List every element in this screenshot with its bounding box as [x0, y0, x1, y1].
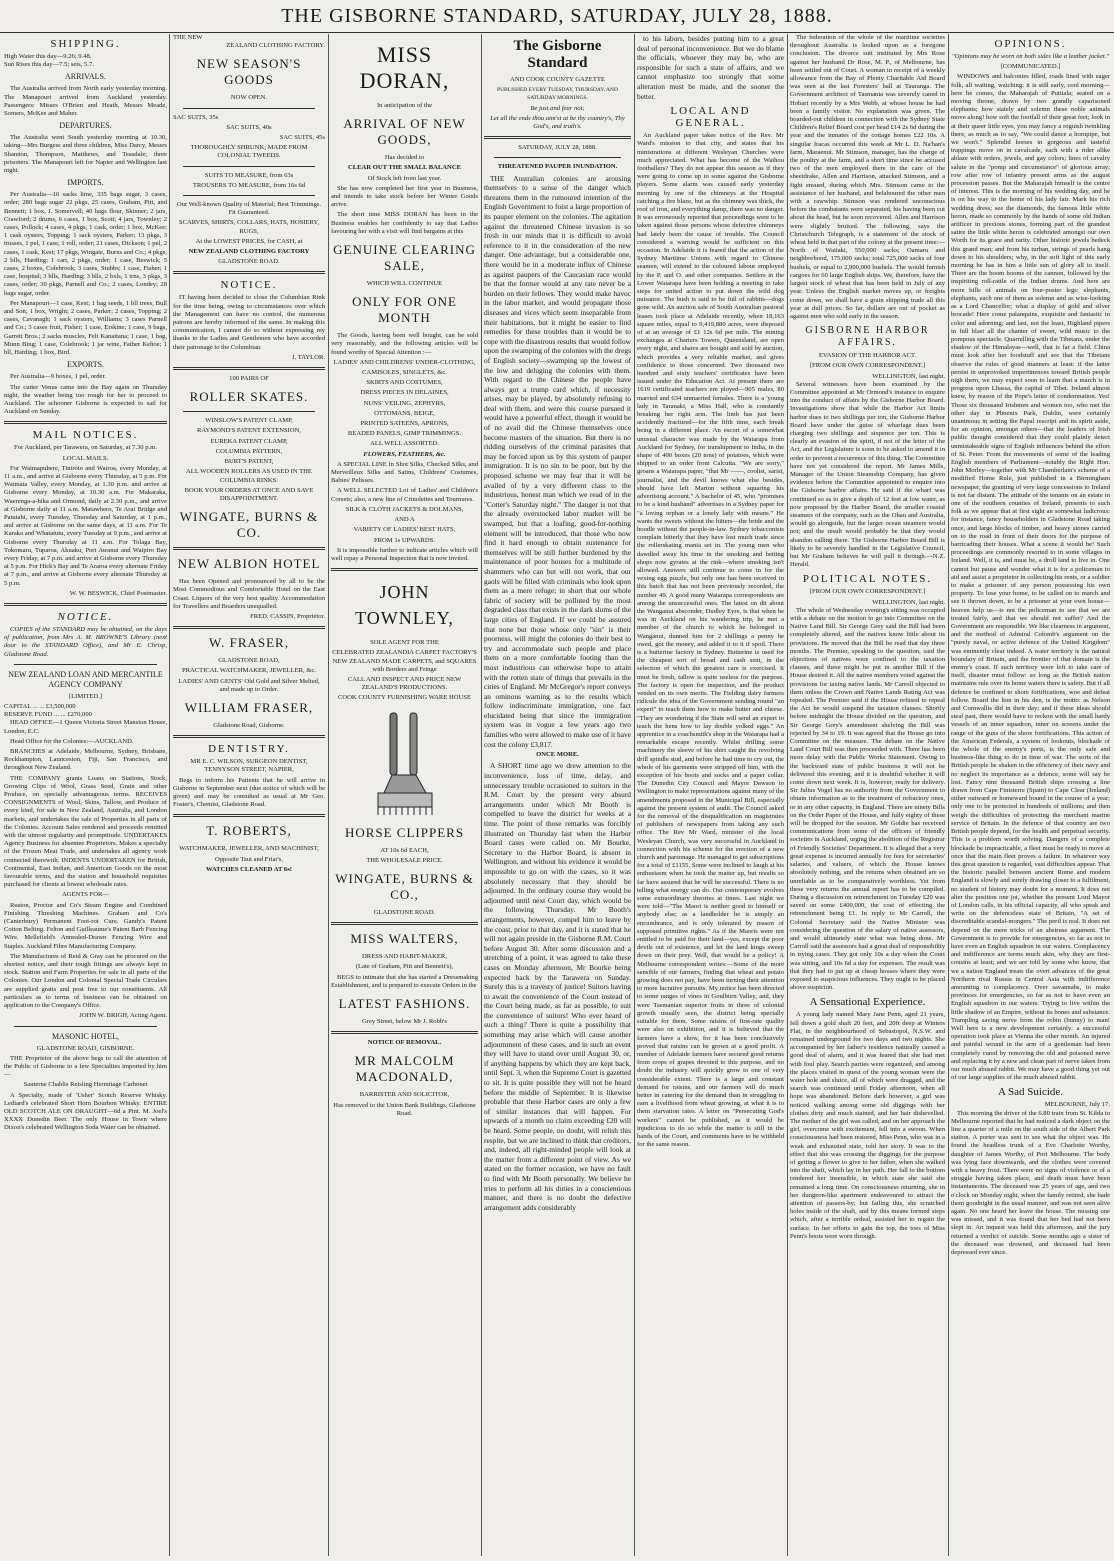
column-rule	[634, 34, 635, 1556]
mail-text: For Waimapuhere, Tiniroto and Wairoa, every Monday, at 11 a.m., and arrive at Gisborne every Thursday, at 5 p.m. For Waimata Valley, every Monday, at 1.30 p.m. and arrive at Gisborne every Monday, at 10.30 a.m. For Makaraka, Waerenga-a-hika and Ormond, daily at 2.30 p.m., and arrive at Gisborne daily at 11 a.m. Matawhero, Te Arai Bridge and Patutahi, every Tuesday, Thursday and Saturday, at 1 p.m., and arrive at Gisborne on the same days, at 11 a.m. For Te Karaka and Whatatutu, every Tuesday at 9 p.m., and arrive at Gisborne every Thursday at 11 a.m. For Tolaga Bay, Tokomaru, Tuparoa, Akuaku, Port Awanui and Waipiro Bay every Friday, at 7 p.m. and arrive at Gisborne every Thursday at 5 p.m. For Hick's Bay and Te Araroa every alternate Friday at 7 p.m., and arrive at Gisborne every alternate Thursday at 5 p.m.	[4, 464, 167, 587]
agents-text: Ruston, Proctor and Co's Steam Engine and Combined Finishing Threshing Machines. Graham and Co's (Canterbury) Permanent Foot-rot Cure. Gandy's Patent Cotton Belting. Felton and Guilleaume's Patent Barb Fencing Wire. Mellefield's Annealed-Drawn Fencing Wire and Staples. Auckland Fibre Manufacturing Company.	[4, 901, 167, 950]
clamp-4: COLUMBIA PATTERN,	[215, 447, 283, 455]
factory-address: GLADSTONE ROAD.	[218, 258, 280, 266]
suits-to-measure: SUITS TO MEASURE, from 63s	[204, 171, 294, 179]
roberts-trade: WATCHMAKER, JEWELLER, AND MACHINIST,	[179, 845, 319, 853]
horse-clipper-illustration	[370, 709, 440, 819]
masonic-text: THE Proprietor of the above begs to call the attention of the Public of Gisborne to a few Specialties imported by him—	[4, 1054, 167, 1079]
colonies-office: Head Office for the Colonies:—AUCKLAND.	[10, 737, 134, 745]
silk-jackets: SILK & CLOTH JACKETS & DOLMANS,	[345, 505, 464, 513]
call-inspect: CALL AND INSPECT AND PRICE NEW ZEALAND'S PRODUCTIONS.	[347, 675, 462, 692]
column-local	[637, 34, 784, 1556]
nuns-veiling: NUNS' VEILING, ZEPHYRS,	[363, 399, 446, 407]
trousers-to-measure: TROUSERS TO MEASURE, from 16s 6d	[192, 181, 306, 189]
dentistry-heading: DENTISTRY.	[208, 743, 290, 756]
clamp-1: WINSLOW'S PATENT CLAMP,	[205, 417, 293, 425]
which-will-continue: WHICH WILL CONTINUE	[366, 280, 443, 288]
variety-hats: VARIETY OF LADIES' BEST HATS,	[353, 526, 456, 534]
loan-limited: [LIMITED.]	[68, 692, 103, 700]
issue-date: SATURDAY, JULY 28, 1888.	[518, 144, 597, 152]
column-ads-1	[173, 34, 325, 1556]
horse-clippers: HORSE CLIPPERS	[344, 824, 465, 840]
wilson-text: Begs to inform his Patients that he will arrive in Gisborne in September next (due notice of which will be given) and may be consulted as usual at Mr Geo. Foster's, Chemist, Gladstone Road.	[173, 776, 325, 809]
sunrise-line: Sun Rises this day—7.5; sets, 5.7.	[4, 61, 94, 69]
company-text: THE COMPANY grants Loans on Stations, Stock, Growing Clips of Wool, Grass Seed, Grain and other Produce, on specially advantageous terms. RECEIVES CONSIGNMENTS of Wool, Skins, Tallow, and Produce of every kind, for sale in New Zealand, Australia, and London markets, and undertakes the sale of Properties in all parts of the Colonies. Account Sales rendered and proceeds remitted with the utmost regularity and promptitude. UNDERTAKES Agency Business for absentee Proprietors. Makes a specialty of the Frozen Meat Trade, and undertakes all agency work connected therewith. INDENTS UNDERTAKEN for British, Continental, East Indian, and American Goods on the most favourable terms, and the station and household requisites purchased for clients at lowest wholesale rates.	[4, 774, 167, 889]
sac-suit-40: SAC SUITS, 40s	[226, 123, 272, 131]
exports-text: Per Australia—9 boxes, 1 pel, order.	[10, 373, 106, 381]
harbor-heading: GISBORNE HARBOR AFFAIRS.	[805, 325, 930, 349]
fraser-trade: PRACTICAL WATCHMAKER, JEWELLER, &c.	[181, 667, 317, 675]
harbor-sub: EVASION OF THE HARBOR ACT.	[818, 352, 917, 360]
clamp-2: RAYMOND'S PATENT EXTENSION,	[196, 427, 302, 435]
published-note: PUBLISHED EVERY TUESDAY, THURSDAY, AND SATURDAY MORNINGS.	[497, 87, 618, 102]
carpet-text: CELEBRATED ZEALANDIA CARPET FACTORY'S NEW ZEALAND MADE CARPETS, and SQUARES with Borders and Fringe	[332, 649, 477, 673]
dress-pieces: DRESS PIECES IN DELAINES,	[360, 389, 449, 397]
walters-address: Grey Street, below Mr J. Robb's	[362, 1017, 447, 1025]
and-a: AND A	[394, 516, 415, 524]
barrister: BARRISTER AND SOLICITOR,	[359, 1091, 450, 1099]
political-correspondent: [FROM OUR OWN CORRESPONDENT.]	[809, 588, 926, 596]
selected-lot: A WELL SELECTED Lot of Ladies' and Children's Corsets; also, a new line of Crinolettes and Tournures.	[331, 487, 478, 503]
political-heading: POLITICAL NOTES.	[802, 573, 933, 586]
harbor-dateline: WELLINGTON, last night.	[872, 372, 945, 380]
cook-county-warehouse: COOK COUNTY FURNISHING WARE HOUSE	[338, 694, 471, 702]
divider	[4, 603, 167, 606]
shipping-heading: SHIPPING.	[50, 38, 121, 50]
column-rule	[948, 34, 949, 1556]
genuine-clearing-sale: GENUINE CLEARING SALE,	[333, 242, 476, 274]
malcolm-macdonald: MR MALCOLM MACDONALD,	[354, 1053, 455, 1085]
paper-title: The Gisborne Standard	[513, 38, 602, 71]
notice-heading: NOTICE.	[220, 279, 278, 292]
suicide-dateline: MELBOURNE, July 17.	[1044, 1101, 1110, 1109]
accessories-list: SCARVES, SHIRTS, COLLARS, HATS, HOSIERY, RUGS,	[178, 219, 320, 235]
albion-signature: FRED. CASSIN, Proprietor.	[250, 612, 325, 620]
imports-heading: IMPORTS.	[67, 178, 104, 188]
column-editorial	[484, 34, 631, 1556]
wholesale-price: THE WHOLESALE PRICE.	[366, 856, 443, 864]
new-season-goods: NEW SEASON'S GOODS	[196, 56, 302, 88]
exports-heading: EXPORTS.	[66, 360, 105, 370]
divider	[173, 814, 325, 817]
masonic-sub: GLADSTONE ROAD, GISBORNE.	[36, 1044, 135, 1052]
sac-suit-35: SAC SUITS, 35s	[173, 113, 219, 121]
column-rule	[169, 34, 170, 1556]
manufactures-text: The Manufactures of Reid & Gray can be procured on the shortest notice, and their tough fittings are always kept in stock. Station and Farm Properties for sale in all parts of the Colonies. Our London and Colonial Special Trade Circulars are supplied gratis and post free to our constituents. All particulars as to terms of business can be obtained on application to the Company's Office.	[4, 952, 167, 1010]
column-news	[790, 34, 945, 1556]
completed-year: She has now completed her first year in Business, and intends to take stock before her Winter Goods arrive.	[331, 184, 478, 209]
communicated: [COMMUNICATED.]	[1000, 63, 1061, 71]
printed-sateens: PRINTED SATEENS, APRONS,	[360, 420, 449, 428]
divider	[173, 271, 325, 274]
divider	[173, 367, 325, 370]
william-fraser-address: Gladstone Road, Gisborne.	[213, 721, 285, 729]
arrivals-text: The Australia arrived from North early yesterday morning. The Manapouri arrived from Auckland yesterday. Passengers: Misses O'Brien and Heath, Messrs Meade, Somers, McKee and Maher.	[4, 85, 167, 118]
beaded-panels: BEADED PANELS, GIMP TRIMMINGS.	[347, 430, 462, 438]
opinions-heading: OPINIONS.	[994, 38, 1067, 50]
book-orders: BOOK YOUR ORDERS AT ONCE AND SAVE DISAPPOINTMENT.	[184, 486, 314, 502]
stock-left: Of Stock left from last year.	[367, 174, 442, 182]
special-line: A SPECIAL LINE in Shot Silks, Checked Silks, and Merveilleux Silks and Satins, Childrens' Costumes, Babies' Pelisses.	[331, 460, 478, 485]
divider	[173, 626, 325, 629]
notice-heading: NOTICE.	[57, 610, 114, 623]
rink-notice-text: IT having been decided to close the Columbian Rink for the time being, owing to circumstances over which the Management can have no control, the numerous patrons are hereby informed of the same. In making this communication, I cannot do so without expressing my thanks to the Ladies and Gentlemen who have accorded their patronage to the Columbian.	[173, 294, 325, 351]
departures-heading: DEPARTURES.	[59, 121, 112, 131]
suicide-heading: A Sad Suicide.	[997, 1086, 1064, 1099]
now-open: NOW OPEN.	[230, 94, 268, 102]
anticipation: In anticipation of the	[376, 102, 433, 109]
editorial-continued: to his labors, besides putting him to a great deal of personal inconvenience. But we do blame the officials, whoever they may be, who are responsible for such a state of affairs, and we cannot emphasize too strongly that some alteration must be made, and the sooner the better.	[637, 34, 784, 101]
all-assorted: ALL WELL ASSORTED.	[370, 440, 439, 448]
paper-subtitle: AND COOK COUNTY GAZETTE	[510, 76, 605, 83]
flowers-feathers: FLOWERS, FEATHERS, &c.	[363, 450, 446, 458]
lowest-prices: At the LOWEST PRICES, for CASH, at	[195, 237, 303, 245]
wilson-name: MR E. C. WILSON, SURGEON DENTIST, TENNYSON STREET, NAPIER,	[190, 758, 308, 774]
divider	[494, 157, 621, 158]
clamp-5: BURT'S PATENT,	[224, 458, 274, 466]
sole-agent: SOLE AGENT FOR THE	[370, 639, 439, 647]
watches-cleaned: WATCHES CLEANED AT 6s!	[206, 865, 292, 873]
divider	[331, 568, 478, 571]
gold-silver-melted: LADIES' AND GENTS' Old Gold and Silver Melted, and made up to Order.	[178, 677, 320, 693]
fraser-address: GLADSTONE ROAD,	[218, 657, 280, 665]
agent-signature: JOHN W. BRIGH, Acting Agent.	[79, 1012, 167, 1020]
quality-note: Our Well-known Quality of Material; Best Trimmings. Fit Guaranteed.	[176, 201, 322, 217]
divider	[14, 1026, 157, 1027]
clear-out-balance: CLEAR OUT THE SMALL BALANCE	[348, 164, 461, 172]
column-rule	[481, 34, 482, 1556]
notice-text: COPIES of the STANDARD may be obtained, on the days of publication, from Mrs A. M. BROWNE'S Library (next door to the STANDARD Office), and Mr E. Chrisp, Gladstone Road.	[4, 625, 167, 658]
specialty-text: A Specialty, made of 'Usher' Scotch Reserve Whisky. Lediard's celebrated Short Horn Bourbon Whisky. ENTIRE OLD SCOTCH ALE ON DRAUGHT—6d a Pint. M. Joel's XXXX Dunedin Beer. The only House in Town where Dixon's celebrated Wellington Soda Water can be obtained.	[4, 1091, 167, 1132]
capital-line: CAPITAL ... ... £3,500,000	[4, 702, 76, 710]
factory-name: NEW ZEALAND CLOTHING FACTORY	[188, 248, 310, 256]
mail-signature: W. W. BESWICK, Chief Postmaster.	[69, 589, 167, 597]
mail-local: LOCAL MAILS.	[62, 454, 109, 462]
cutter-text: The cutter Venus came into the Bay again on Thursday night, the weather being too rough for her to proceed to Auckland. The schooner Gisborne is expected to sail for Auckland on Sunday.	[4, 383, 167, 416]
departures-text: The Australia went South yesterday morning at 10.30, taking—Mrs Burgess and three children, Miss Darcy, Messrs Shannon, Thompson, Matthews, and Teasdale; three prisoners. The Manapouri left for Napier and Wellington last night.	[4, 134, 167, 175]
column-shipping	[4, 34, 167, 1556]
editorial-title: THREATENED PAUPER INUNDATION.	[497, 163, 618, 171]
arrivals-heading: ARRIVALS.	[65, 72, 106, 82]
opinions-text: WINDOWS and balconies filled, roads lined with eager folk, all waiting, watching: it is still early, cool morning—here he comes, the Maharajah of Puttiala; seated on a moving throne, drawn by two grandly caparisoned elephants; how stately and solemn these noble animals move along! how soft the footfall of their great feet; look in at their queer little eyes, you may fancy a roguish twinkling there, as much as to say, "We could dance a hornpipe, but we won't." Splendid horses in gorgeous and tasteful trappings move on in cavalcade, each with a rider alike ablaze with orders, jewels, and gay colors; lines of cavalry salute in the "pomp and circumstance" of glorious array; row after row of infantry present arms as the august procession passes. But the Maharajah himself is the centre of interest. This is the morning of his wedding day, and he is on his way to the home of his lady fair. Mark his rich wedding dress; see the diamonds, the famous little white heron, made so commonly by the hands of some old Indian artificer in precious stones, forming part of the grandest satire the little white heron is celebrated amongst our own Worth for its grace and rarity. Other historic jewels bedeck this grand man; and from his turban, strings of pearls hang down to his shoulders; why, in the soft light of this early morning he has in him a little sun of glory all to itself. There are the boom booms of the cannon, followed by the inspiriting roll-rattle of the Indian drums. And here are more bills of animals on four-poster legs: elephants, elephants, each one of them as solemn and as wise-looking as a Lord Chancellor; what a display of gold and silver brocade! Here come palanquins, exquisite and fantastic in color and adorning; and last, not the least, Highland pipers in full blast all the chanter of sweet, wild music to the pompous spectacle. Quarrelling with the Tibetans, under the shadow of the Himalayas—well, that is far a field. China must look after her foodstuff and see that the Tibetans observe the rules of good manners at least: if the latter persist in unprovoked impertinences toward British people nigh them, we may expect soon to learn that a march is in progress upon Lhassa, the capital of Tibet. Ireland almost knew, by reason of the Pope's letter of condemnation. Yes! Those six thousand Irishmen and women too, who met the other day in Phoenix Park, Dublin, were certainly unanimous in setting the Papal rescript and its spirit aside, for an opinion, amongst others—that the leaders of Irish public thought considered that they could plainly detect unmistakeable signs of English influences behind the effort of St. Peter. From the movements of some of the leading English members of Parliament—notably the Right Hon. John Morley—together with Mr Chamberlain's scheme of a modified Home Rule, just published in a Birmingham newspaper, the granting of very large concessions to Ireland is not far distant. The attitude of the tenants on an estate in one of the southern counties of Ireland, presents to such folk as we appear that at first sight an somewhat ludicrous: for instance, fancy householders in Gladstone Road taking once, and large blocks of timber, and heavy stones carried on to the road in front of their doors for the purpose of barricading their houses. What a scene it would be! Such proceedings are commonly resorted to in some villages in Ireland. Well, it is, and must be, a droll land to live in. One cannot but pause and wonder what it is for a policeman to aid and assist a proprietor in collecting his rents, or a soldier to make a prisoner of any person possessing his own property. To lose your home, to be called on to march and see it thrown down, to be a prisoner at your own house—heaven help us—is not the policeman to see that we are treated fairly, and that we should not suffer? And the Government are responsible. We like clearness in argument, and the method of Admiral Colomb's argument on the "purely naval, or active defence of the United Kingdom" was eminently clear indeed. A water territory is the natural boundary of Britain, and the frontier of that domain is the enemy's coast. If such territory were left to take care of itself, disaster must follow: so long as the British nation maintains rule over its home waters there is safety. But if all defence be confined to shore fortifications, woe and defeat follow. Board the lion in his den, is the motto: as Nelson and Cornwallis did in their day; and if these ideas should steal past, there would have to reckon with the small hardy vessels of an inner squadron, inner on screens under the range of the guns of the shore fortifications. This action of the American Federals, a system of lookouts, blockade of the whole of the enemy's ports, is the only safe and business-like thing to do in time of war. The sorts of the British people be shaken in the efficiency of their navy and no neglect its importance as a defence, some will say be lost. Fancy nine thousand British ships crossing a line drawn from Cape Finisterre (Spain) to Cape Clear (Ireland) either outward or homeward bound in the course of a year; only one to be protected in hundreds of millions; and then weigh the difficulties of protecting the merchant marine service of Britain. In the defence of that country are two British people depend, for the health and perpetual security. This is a problem worth solving. Dangers of a complete blockade be impracticable, a fleet must be ready to move at once that the main fleet proves a failure. In whatever way this great question is regarded, vast difficulties appear. That the historic parallel between ancient Rome and modern England is slowly and surely drawing closer to a fulfilment, no student of history may doubt for a moment. It does not alter the position one jot, whether the present Lord Mayor of London calls, in his official capacity, all who speak and write on the defenceless state of Britain, "A set of discreditable scandal-mongers." The peril is real. It does not depend on the mere tricks of an abstruse argument. The Government is to provide for emergencies, so far as not to have even an English squadron in our waters. Complacency and indifference are terms much akin, why they are first-cousins at least; and we are told by some who know, that we a nation England treats the overt advances of the great Northern rival Russia in Central Asia with indifference amounting to complacency. Over savannahs, to make provinces for emergencies, so far as not to have even an English squadron in our waters. Trying to live within the little shadow of an Empire, without its bones and substance. Trampling saving nerve from the robin (bunny) to man! Well here is a new development certainly: a successful operation took place at Vienna the other month. An injured and painful wound in the arm of a gentleman had been completely cured by removing the old and poisoned nerve and replacing it by a new and clean part of nerve taken from our much abused rabbit. We may have a good thing yet out of our large supplies of the much abused rabbit.	[951, 73, 1110, 1082]
local-general-text: An Auckland paper takes notice of the Rev. Mr Ward's mission to that city, and states that his ministrations at different Wesleyan Churches were much appreciated. What has become of the Waihou footballers? They do not appear this season as if they were going to come up to some against the Gisborne players. Some alarm was caused early yesterday morning by one of the chimneys at the Hospital catching a fire blaze, but as the chimney was thick, the roof of iron, and everything damp, there was no danger. It was erroneously reported that proceedings were to be taken against those persons whose defective chimneys had lately been the cause of trouble. The Council considered a warning would be sufficient on this occasion. In Adelaide it is feared that the action of the Sydney Maritime Unions with regard to Chinese seamen, will extend to the coloured labour employed by the P. and O. and other companies. Settlers in the Lower Waiarapa have been holding a meeting to take steps for united action to put down the wild dog nuisance. The bush is said to be full of rabbits—dogs gone wild. An auction sale of South Australian pastoral leases took place at Adelaide recently, when 18,163 square miles, equal to 9,419,880 acres, were disposed of at an average of £1 12s 6d per mile. The mining exchanges at Charters Towers, Queensland, are open every night, and shares are bought and sold by auction, which provides a very reliable market, and gives confidence to those concerned. Two thousand two hundred and sixty teachers' certificates have been issued under the Education Act. At present there are 1619 certificated teachers em ployed—905 males, 80 married and 634 unmarried females. There is a 'young lady in Taranaki, a Miss Hall, who is constantly breaking her right arm. The limb has just been accidently fractured—for the fifth time, each break being in a different place. An escort of a somewhat unusual character was made by the Waiarapa from Auckland for Sydney, for transhipment to India, in the shape of 400 boxes (20 tons) of potatoes, which were shipped to an order from Calcutta. "We are sorry," groans a Waiarapa paper, "that Mr ——, coolist, sarist, journalist, and the devil knows what else besides, should have left Marton without squaring his advertising account." A bachelor of 45, who "promises to be a kind husband" advertises in a Sydney paper for "a loving orphan or a lonely lady with means." He wants the sweets without the bitters—the bride and the hoodle without the people-in-law. Sydney tobacconists complain bitterly that they have lost much trade since the rollerskating mania set in. The young men who dawdled away his time in the smoking and betting shops now gyrates at the rink—where smoking isn't allowed. Answers still continue to come in for the vexing egg puzzle, but only one has been received in this batch that has not been previously recorded, the number 49. A good many Waiarapa correspondents are among the unsuccessful ones. The latest on dit about the Wanganui absconder, Dudley Eyre, is that when he was in Auckland on his wandering trip, he met a member of the church to which he belonged in Wanganui, dunned him for 2 shillings a penny he owed, got the money, and added it to it if spoil. There is a butterine factory in Sydney. Butterine is used for the cheapest sort of bread and cash sent, in the selection of which the greatest care is exercised. It must be fresh, tallow is quite useless for the purpose. The factory is open for inspection, and the product vended on its own merits. The Fielding dairy farmers ridicule the idea of the Government sending round "an expert" to teach them how to make butter and cheese. "They are wondering if the State will send an expert to teach the hens how to lay double yolked eggs." An apprentice in a coachsmith's shop in the Waiarapa had a remarkable escape recently. Whilst drilling some machinery the sleeve of his shirt caught the revolving drill spindle stud, and before he had time to cry out, the whole of his garments were stripped off him, with the exception of his boots and socks and a paper collar. The Dunedin City Council and Mayor Dawson to Wellington to make representations against many of the amendments proposed in the Municipal Bill, especially against the present system of audit. The Council asked for the removal of the disqualification on magistrates of publishers of newspapers from taking any such office. The Rev Mr Ward, minister of the local Wesleyan Church, was very successful in Auckland in connection with his scheme for the erection of a new church and parsonage. He managed to get subscriptions for a total of £1155. Some were inclined to laugh at his enthusiasm when he took the matter up, but results so far have assured that he will be successful. There is no telling what energy can do. Our contemporary evolves some extraordinary theories at times. Last night we were told—"The Maori is neither good to himself or anybody else; as a landholder he is simply an encumbrance, and is only tolerated by reason of supposed primitive rights." As if the Maoris were not entitled to be paid for their land—yes, except the poor devils out of existence, and let the land kings sweep down on their prey. Well, that would be a policy! A Melbourne correspondent writes:—Some of the more sensible of our farmers, finding that wheat and potato growing does not pay, have been turning their attention to more lucrative pursuits. My notice has been directed to some ranges of vines in Goulburn Valley, and, they were Tasmanian superior fruits in three of colonial growth usually seen, the district being specially suitable for them. Some raisins of first-rate quality were also on exhibition, and it is believed that the farmers have a show, for it has been conclusively proved that raisins can be grown at a good profit. A number of Adelaide farmers have secured good returns from crops of grapes devoted to this purpose, and no doubt the industry will quickly grow to one of very considerable extent. There is a large and constant demand for raisins, and our farmers will do much better in catering for the demand than in struggling to earn a livelihood from wheat growing, at what it is to them starvation rates. A letter on "Persecuting God's workers" cannot be published, as it would be injudicious to do so while the matter is still in the hands of the Court, and comments have to be withheld for the same reason.	[637, 132, 784, 1149]
roberts-name: T. ROBERTS,	[206, 823, 292, 839]
albion-text: Has been Opened and pronounced by all to be the Most Commodious and Comfortable Hotel on the East Coast. Liquors of the very best quality. Accommodation for Travellers and Boarders unequalled.	[173, 578, 325, 610]
harbor-correspondent: [FROM OUR OWN CORRESPONDENT.]	[809, 362, 926, 370]
divider	[484, 136, 631, 139]
divider	[4, 421, 167, 424]
column-ads-2	[331, 34, 478, 1556]
divider	[14, 664, 157, 665]
divider	[173, 547, 325, 550]
divider	[331, 922, 478, 925]
rink-notice-signature: J. TAYLOR.	[292, 353, 325, 361]
divider	[183, 108, 315, 109]
sac-suit-45: SAC SUITS, 45s	[279, 134, 325, 142]
roller-skates: ROLLER SKATES.	[189, 389, 309, 405]
removed-to: Has removed to the Union Bank Buildings, Gladstone Road.	[333, 1101, 476, 1117]
arrival-new-goods: ARRIVAL OF NEW GOODS,	[343, 116, 466, 148]
pairs-of: 100 PAIRS OF	[229, 375, 269, 383]
miss-doran: MISS DORAN,	[359, 42, 450, 93]
walters-late: (Late of Graham, Pitt and Bennett's),	[355, 963, 454, 971]
ladies-underclothing: LADIES' AND CHILDRENS' UNDER-CLOTHING,	[333, 358, 476, 366]
albion-hotel: NEW ALBION HOTEL	[177, 556, 321, 572]
imports-text: Per Australia—10 sacks lime, 335 bags sugar, 3 cases, order; 280 bags sugar 22 pkgs, 25 cases, Graham, Pitt, and Bennett; 1 box, J. Somervell; 40 bags flour, Skinner; 2 jars, Crawford; 2 drums, 6 cases, 1 box, Scott; 4 jars, Townley; 2 cases, Pollock; 4 cases, 4 pkgs, 1 cask, order; 1 box, McKee; 1 cask oysters, Topping; 1 sack oysters, Parker; 13 pkgs, 3 trusses, 1 pel, 1 case, 1 roll, order; 21 cases, Dickson; 1 pel, 2 cases, 1 cask, Kest; 17 pkgs, Wingate, Burns and Co.; 4 pkgs, 2 blls, Harding; 1 cart, 2 pkgs, order; 1 case, Beswick; 5 cases, 2 boxes, Colebrook; 3 cases, Stubbs; 1 case, Fisher; 1 case, hospital; 3 blls, Harding; 3 blls, 2 bxls, 1 trns, 3 pkgs, 3 cases, order; 30 pkgs, Parnell and Co.; 2 cases, Londey; 28 bags sugar, order.	[4, 191, 167, 297]
mail-sub: For Auckland, per Tarawera, on Saturday, at 7.30 p.m.	[14, 444, 157, 452]
john-townley: JOHN TOWNLEY,	[355, 582, 454, 629]
from-1s: FROM 1s UPWARDS.	[373, 536, 435, 544]
suicide-text: This morning the driver of the 6.80 train from St. Kilda to Melbourne reported that he had noticed a dark object on the line a quarter of a mile on the south side of the Albert Park station. A porter was sent to see what the object was. He found the headless trunk of a Eve Charlotte Worthy, daughter of James Worthy, of Port Melbourne. The body was lying face downwards, and the clothes were covered with a heavy frost. There were no signs of violence or of a struggle having taken place, and death must have been instantaneous. The deceased was 25 years of age, and two o'clock on Monday night, when the family retired, she bade them goodnight in the usual manner, and was not seen alive again. No one heard her leave the house. The missing one was missed, and it was found that her bed had not been slept in. An inquest was held this afternoon, and the jury returned a verdict of suicide. Some months ago a sister of the deceased was drowned, and deceased had been depressed ever since.	[951, 1109, 1110, 1257]
latest-fashions: LATEST FASHIONS.	[338, 995, 471, 1011]
the-new: THE NEW	[173, 34, 203, 41]
only-one-month: ONLY FOR ONE MONTH	[352, 294, 457, 326]
political-text: The whole of Wednesday evening's sitting was occupied with a debate on the motion to go into Committee on the Native Land Bill. Sir George Grey said the Bill had been completely altered, and the natives know little about its provisions. He moved that the Bill be read that day three months. The Premier, speaking to the question, said the objections of natives were confined to the taxation clauses, and these might be put in another Bill if the House desired it. All the native members voted against the provisions for taxing native lands. Mr Carroll objected to them unless the Crown and Native Lands Rating Act was repealed. The Premier said if the House refused to repeal the Act he would suspend the taxation clauses. Shortly before midnight the House divided on the question, and Sir George Grey's amendment shelving the Bill was rejected by 34 to 19. It was agreed that the House go into Committee on the measure. The debate on the Native Land Court Bill was then proceeded with. There has been more delay with the Public Works Statement. Owing to the backward state of public business it will not be delivered this evening, and it is doubtful whether it will come down next week. It is, however, ready for delivery. Sir Julius Vogel has no authority from the Government to obtain information as to the treatment of refractory ones, or in any other capacity, in England. There are ninety Bills on the Order Paper of the House, and fully eighty of these will be dropped for the session. Mr Goldie has received communications from some of the officers of friendly societies in Auckland, urging the abolition of the Registrar of Friendly Societies' Department. It is alleged that a very great expense is incurred annually for fees for secretaries' salaries, and valuers, of which the House knows absolutely nothing, and the returns when obtained are so unreliable as to be comparatively worthless. Yet from these very returns the annual report has to be compiled. During a discussion on retrenchment on Tuesday £20 was saved on some £400,000, the cost of effecting the retrenchment being £1. In reply to Mr Carroll, the Colonial Secretary said the Native Minister was considering the question of the salary of native assessors, and would ultimately state what was being done. Mr Carroll said the assessors had a great deal of responsibility in trying cases. They got only 10s a day when the Court was sitting, and 10s 6d a day for expenses. The result was that they had to put up at cheap houses where they were exposed to suspicious influences. They ought to be placed above suspicion.	[790, 606, 945, 992]
divider	[331, 1031, 478, 1034]
shrunk-note: THOROUGHLY SHRUNK; MADE FROM COLONIAL TWEEDS.	[190, 144, 308, 160]
local-general-heading: LOCAL AND GENERAL.	[670, 105, 751, 130]
william-fraser: WILLIAM FRASER,	[184, 699, 314, 715]
column-opinions	[951, 34, 1110, 1556]
column-rule	[787, 34, 788, 1556]
divider	[173, 735, 325, 738]
camisoles: CAMISOLES, SINGLETS, &c.	[362, 369, 447, 377]
divider	[183, 411, 315, 412]
gladstone-road: GLADSTONE ROAD.	[373, 908, 436, 916]
loan-company-title: NEW ZEALAND LOAN AND MERCANTILE AGENCY COMPANY	[8, 669, 163, 689]
walters-text: BEGS to intimate that she has started a Dressmaking Establishment, and is prepared to execute Orders in the	[331, 973, 478, 989]
column-rule	[328, 34, 329, 1556]
wine-list: Sauterne Chablis Reisling Hermitage Carbonet	[23, 1081, 148, 1089]
divider	[183, 195, 315, 196]
tide-line: High Water this day—9.26; 9.48.	[4, 53, 92, 60]
agents-heading: AGENTS FOR—	[61, 891, 110, 899]
roberts-address: Opposite Taut and Friar's,	[215, 855, 283, 863]
ottomans: OTTOMANS, BEIGE,	[374, 409, 435, 417]
nz-clothing-factory: ZEALAND CLOTHING FACTORY.	[226, 42, 325, 50]
fraser-heading: W. FRASER,	[209, 635, 289, 651]
masthead: THE GISBORNE STANDARD, SATURDAY, JULY 28, 1888.	[0, 0, 1114, 33]
masonic-title: MASONIC HOTEL,	[51, 1031, 120, 1041]
motto-2: Let all the ends thou aim'st at be thy country's, Thy God's, and truth's.	[490, 114, 625, 131]
imports-text-2: Per Manapouri—1 case, Kest; 1 bag seeds, 1 bll trees, Bull and Son; 1 box, Wright; 2 cases, Parker; 2 cases, Topping; 2 cases, Cavanagh; 1 sack oysters, Williams; 3 cases Parnell and Co.; 3 cases fruit, Fisher; 1 case, Erskine; 1 case, 9 bags, Garrett Bros.; 2 sacks muscles, Feli Kanaitana; 1 case, 1 bag, Munn Bing; 1 case, Colebrook; 1 jar wine, Father Kehoe; 1 bll, Harding; 1 box, Bird.	[4, 299, 167, 357]
wooden-rollers: ALL WOODEN ROLLERS AS USED IN THE COLUMBIA RINKS.	[186, 468, 312, 484]
skirts-costumes: SKIRTS AND COSTUMES,	[366, 379, 443, 387]
has-decided: Has decided to	[384, 154, 425, 162]
editorial-text: THE Australian colonies are arousing themselves to a sense of the danger which threatens them in the rumoured intention of the English Government to foist a large proportion of its pauper element on the colonies. The agitation against the threatened Chinese invasion is so fresh in our minds that it is difficult to avoid reference to it in the consideration of the new danger. One advantage, but a considerable one, there would be in a moderate influx of Chinese as against paupers of the Caucasian race would be that the former would at any rate never be a burden on their fellows. They would make havoc in the labor market, and would propagate those diseases and vices which seem inseparable from their habitations, but it might be easier to find remedies for these troubles than it would be to cope with the disastrous results that would follow upon the swamping of the colonies with the dregs of English society—swamping up the lowest of the low and deluging the colonies with them. With regard to the Chinese the people have always got a trump card which, if necessity arises, may be played, by absolutely refusing to deal with them, and were this course pursued it would have a powerful effect, though it would be of no avail did the Chinese themselves once become masters of the situation. But there is no ridding ourselves of the criminal parasites that may be forced upon us by this system of pauper immigration. It is no sin to be poor, but by the proposed scheme we may fear that it will be availed of by a very different class to the industrious, honest man which we read of in the "Cotter's Saturday night." The danger is not that the already overstocked labor market will be swamped, but that a loafing, good-for-nothing element will be introduced, that those who now find it hard enough to obtain sustenance for themselves will be still further burdened by the maintenance of poor houses for a multitude of shammers who can but will not work, that our gaols will be filled with criminals who look upon them as a mere refuge; in short that our whole fabric of society will be polluted by the most degraded class that exists in the dark slums of the large cities of England. If we could be assured that none but those whose only "sin" is their poorness, will might the colonies do their best to try and accommodate such people and place them on a more comfortable footing than the most industrious can otherwise hope to attain with the rotten state of things that prevails in the cities of England. Mr McGregor's report conveys an ominous warning as to the results which follow indiscriminate immigration, one fact elucidated being that since the immigration system was in vogue a few years ago two families who were allowed to make use of it have cost the colony £3,817.	[484, 173, 631, 749]
removal-heading: NOTICE OF REMOVAL.	[367, 1039, 442, 1047]
clamp-3: EUREKA PATENT CLAMP,	[210, 437, 288, 445]
harbor-text: Several witnesses have been examined by the Committee appointed at Mr Ormond's instance to enquire into the conduct of affairs by the Gisborne Harbor Board. Invastigations show that while the Harbor Act limits harbor dues to two shillings per ton, the Gisborne Harbor Board have under the guise of wharfage dues been charging two shillings and sixpence per ton. This is clearly an evasion of the spirit, if not of the letter of the Act, and the Legislature is soon to be asked to amend it in order to prevent a recurrence of this thing. The Committee have not yet considered the report. Mr James Mills, Manager of the Union Steamship Company, has given evidence before the Committee appointed to enquire into the Gisborne harbor affairs. He said if the wharf was continued so as to give a depth of 12 feet at low water, as now proposed by the Harbor Board, the smaller coastal steamers of the company, such as the Ohau and Australia, would go alongside, but the larger ocean steamers would not; and the result would probably be that they would abandon calling there. The Gisborne Harbor Board Bill is likely to be severely handled in the Legislative Council, but Mr Graham believes he will pull it through.—N.Z. Herald.	[790, 380, 945, 569]
short-time: The short time MISS DORAN has been in the Business enables her confidently to say that Ladies favouring her with a visit will find bargains at this	[331, 211, 478, 235]
branches: BRANCHES at Adelaide, Melbourne, Sydney, Brisbane, Rockhampton, Launceston, Fiji, San Francisco, and throughout New Zealand.	[4, 748, 167, 772]
divider	[183, 166, 315, 167]
once-more-text: A SHORT time ago we drew attention to the inconvenience, loss of time, delay, and unnecessary trouble occasioned to suitors in the R.M. Court by the present very absurd arrangements under which Mr Booth is compelled to leave the district for weeks at a time. The point of those remarks was forcibly illustrated on Thursday last when the Harbor Board cases were called on. Mr Bourke, Secretary to the Harbor Board, is absent in Wellington, and without his evidence it would be impossible to go on with the cases, so it was absolutely necessary that they should be adjourned. In the ordinary course they would be adjourned until next Court day, which would be the following Thursday. Mr Booth's arrangements, however, compel him to leave by the coast, prior to that day, and it is stated that he will not again preside in the Gisborne R.M. Court before August 30. After some discussion and a stretching of a point, it was agreed to take these cases on Monday afternoon, Mr Bourke being expected back by the Tarawera on Sunday. Surely this is a travesty of justice! Suitors having to await the convenience of the Court instead of the Court being made, as far as possible, to suit the convenience of suitors! Who ever heard of such a thing? There is quite a possibility that something may arise which will cause another adjournment of these cases, and in such an event they will have to stand over until August 30, or, if anything happens by which they are kept back, until Sept. 3, when the Supreme Court is gazetted to sit. It is quite possible they will not be heard before the middle of September. It is likewise probable that these Harbor cases are only a few of similar instances that will happen. For upwards of a month no claim exceeding £20 will be heard. Some people, no doubt, will relish this respite, but we are inclined to think that creditors, and, indeed, all right-minded people will look at the matter from a different point of view. As we stated on the former occasion, we have no fault to find with Mr Booth personally. We believe he tries to perform all his duties in a conscientious manner, and there is no doubt the defective arrangement adds considerably	[484, 761, 631, 1212]
opinions-epigraph: "Opinions may be worn on both sides like a leather jacket."	[951, 53, 1110, 60]
head-office: HEAD OFFICE—1 Queen Victoria Street Mansion House, London, E.C.	[4, 719, 167, 735]
political-dateline: WELLINGTON, last night.	[872, 598, 945, 606]
once-more-title: ONCE MORE.	[536, 751, 579, 759]
walters-trade: DRESS AND HABIT-MAKER,	[362, 953, 447, 961]
wingate-burns: WINGATE, BURNS & CO.	[179, 509, 319, 541]
mail-heading: MAIL NOTICES.	[32, 429, 139, 442]
sensational-heading: A Sensational Experience.	[809, 996, 926, 1009]
clipper-price: AT 10s 6d EACH,	[380, 846, 429, 854]
motto-1: Be just and fear not;	[530, 104, 585, 112]
wingate-burns-2: WINGATE, BURNS & CO.,	[335, 870, 474, 902]
goods-text: The Goods, having been well bought, can be sold very reasonably, and the following articles will be found worthy of Special Attention :—	[331, 332, 478, 356]
impossible-text: It is impossible further to indicate articles which will well repay a Personal Inspection that is now invited.	[331, 546, 478, 562]
sensational-text: A young lady named Mary Jane Penn, aged 21 years, fell down a gold shaft 20 feet, and 20ft deep at Winters Flat, in the neighbourhood of Sebastopol, N.S.W. and remained underground for two days and two nights. She accompanied by her father's residence naturally caused a good deal of alarm, and it was feared that she had met with foul play. Search parties were organized, and among the places visited in quest of the young woman were the water hole and sluice, all of which were dragged, and the search was continued until Friday afternoon, when all hope was abandoned. Before dark however, a girl was noticed walking among some old diggings with her clothes dirty and much stained, and her hair dishevelled. The mother of the girl was called, and on her approach the girl, overcome with excitement, fell into a swoon. When consciousness had been restored, Miss Penn, who was in a weak and exhausted state, told her story. It was to the effect that she was crossing the diggings for the purpose of getting a flower to give to her father, when she walked into the shaft, which lay in her path. Her fall to the bottom rendered her insensible, in which state she said she remained a long time. On consciousness returning, she in her dungeon-like apartment endeavoured to attract the attention of passers-by; but failing this, she scratched holes inside of the shaft, and by this means formed steps which, after a terrible ordeal, assisted her to regain the surface. In her efforts to gain the top, the toes of Miss Penn's boots were worn through.	[790, 1011, 945, 1240]
news-text-1: The federation of the whole of the maritime societies throughout Australia is looked upon as a foregone conclusion. The divorce suit instituted by Mrs Rose against her husband Dr Rose, M. P., of Melbourne, has been settled out of Court. A woman in receipt of a weekly allowance from the Bay of Plenty Charitable Aid Board was seen at the last Foresters' ball at Tauranga. The Government architect of Tasmania was severely caned in Hobart recently by a Mrs Webb, at whose house he had been a family visitor. No explanation was given. The boarded-out children in connection with the Sydney State Children's Relief Board cost per head £14 2s 6d during the year and the inmates of the cottage homes £22 10s. A singular fracas occurred this week at Mr L. D. Na'han's farm, Maraenui. Mr Stimson, manager, has the charge of the poultry at the farm, and a short time since he accused two of the men employed there in the care of the sheetdrake, Allen and Harrison, attacked Stimson, and a fight ensued, during which Mrs. Stimson came to the assistance of her husband, and belaboured the other men with a rawwhip. Stimson was rendered unconscious before the combatants were separated, his having been cut about the head, but he soon recovered. Allen and Harrison were slightly bruised. The following, says the Christchurch Telegraph, is a statement of the stock of wheat held in that part of the colony at the present time:—North of Waitaki, 550,000 sacks; Oamaru and neighborhood, 175,000 sacks; total 725,000 sacks of four bushels, or equal to 2,900,000 bushels. The would furnish cargoes for 60 large English ships. We, therefore, have the largest stock of wheat that has been held in July of any year. Unless the English market moves up, or freights come down, we shall have a grain shipping trade all this year at dull prices. So far, dollars are out of pocket as against men who sold early in the season.	[790, 34, 945, 320]
reserve-line: RESERVE FUND ... ... £270,000	[4, 711, 92, 719]
miss-walters: MISS WALTERS,	[350, 931, 459, 947]
